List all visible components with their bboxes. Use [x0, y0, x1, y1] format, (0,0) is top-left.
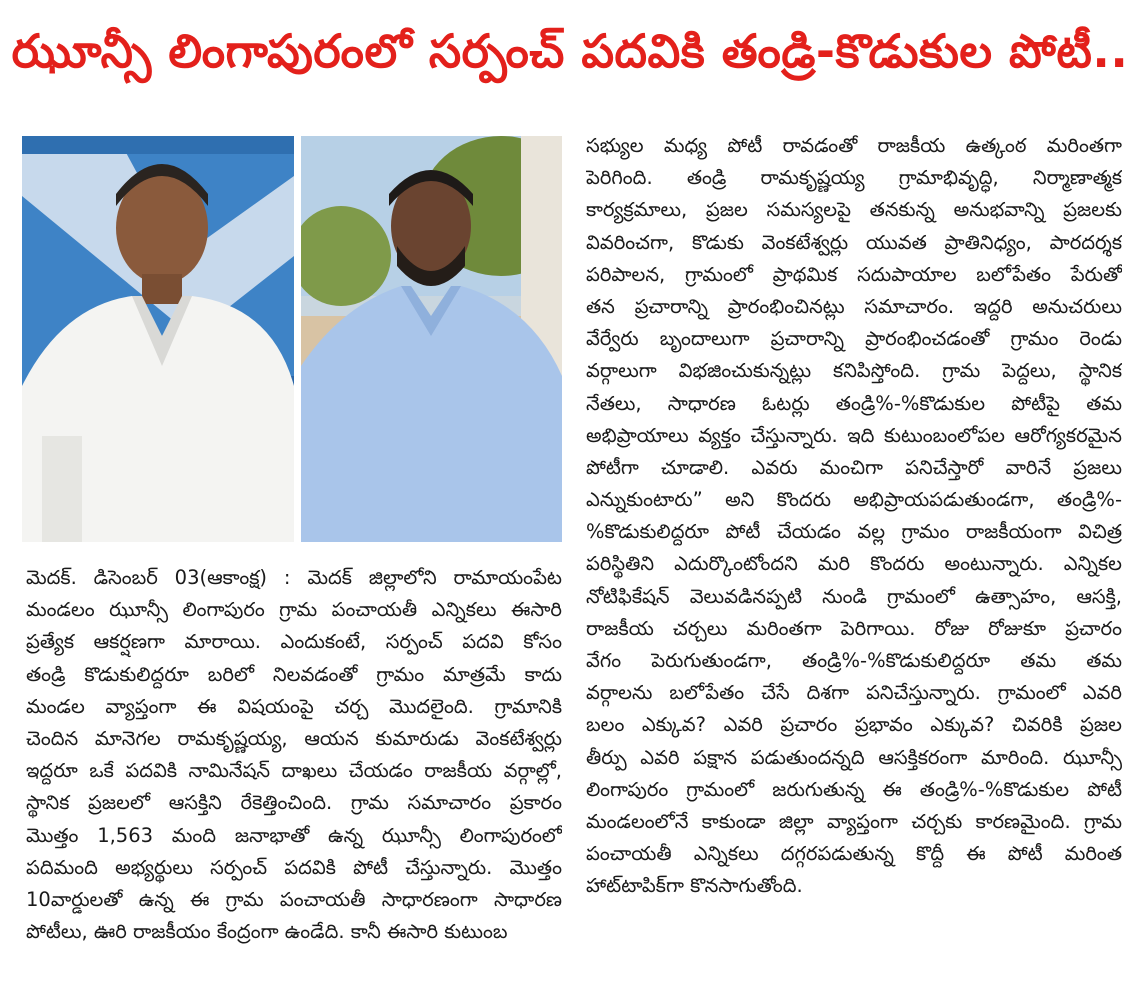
article-line: ప్రత్యేక ఆకర్షణగా మారాయి. ఎందుకంటే, సర్పంచ్ పదవి కోసం	[26, 630, 562, 654]
article-line: మండల వ్యాప్తంగా ఈ విషయంపై చర్చ మొదలైంది. గ్రామానికి	[26, 694, 562, 718]
article-line: తండ్రి కొడుకులిద్దరూ బరిలో నిలవడంతో గ్రామం మాత్రమే కాదు	[26, 662, 562, 686]
article-left-column	[26, 562, 562, 948]
article-line: అభిప్రాయాలు వ్యక్తం చేస్తున్నారు. ఇది కుటుంబంలోపల ఆరోగ్యకరమైన	[586, 423, 1122, 447]
son-photo-image	[301, 136, 562, 542]
article-line: పోటీలు, ఊరి రాజకీయం కేంద్రంగా ఉండేది. కానీ ఈసారి కుటుంబ	[26, 920, 508, 944]
article-line: నేతలు, సాధారణ ఓటర్లు తండ్రి%-%కొడుకుల పోటీపై తమ	[586, 391, 1122, 415]
article-line: పంచాయతీ ఎన్నికలు దగ్గరపడుతున్న కొద్దీ ఈ పోటీ మరింత	[586, 842, 1122, 866]
article-line: వర్గాలుగా విభజించుకున్నట్లు కనిపిస్తోంది. గ్రామ పెద్దలు, స్థానిక	[586, 359, 1122, 383]
article-line: మెదక్. డిసెంబర్ 03(ఆకాంక్ష) : మెదక్ జిల్లాలోని రామాయంపేట	[26, 566, 562, 589]
article-line: రాజకీయ చర్చలు మరింతగా పెరిగాయి. రోజు రోజుకూ ప్రచారం	[586, 616, 1122, 640]
article-line: మొత్తం 1,563 మంది జనాభాతో ఉన్న ఝూన్సీ లింగాపురంలో	[26, 823, 562, 847]
article-line: పోటీగా చూడాలి. ఎవరు మంచిగా పనిచేస్తారో వారినే ప్రజలు	[586, 455, 1122, 479]
son-photo	[301, 136, 562, 542]
article-line: మండలం ఝూన్సీ లింగాపురం గ్రామ పంచాయతీ ఎన్నికలు ఈసారి	[26, 598, 562, 622]
father-photo	[22, 136, 294, 542]
article-line: స్థానిక ప్రజలలో ఆసక్తిని రేకెత్తించింది. గ్రామ సమాచారం ప్రకారం	[26, 791, 562, 815]
article-line: తన ప్రచారాన్ని ప్రారంభించినట్లు సమాచారం. ఇద్దరి అనుచరులు	[586, 294, 1122, 318]
article-line: ఎన్నుకుంటారు” అని కొందరు అభిప్రాయపడుతుండగా, తండ్రి%-	[586, 488, 1122, 512]
father-photo-image	[22, 136, 294, 542]
article-line: కార్యక్రమాలు, ప్రజల సమస్యలపై తనకున్న అనుభవాన్ని ప్రజలకు	[586, 198, 1122, 222]
article-line: వివరించగా, కొడుకు వెంకటేశ్వర్లు యువత ప్రాతినిధ్యం, పారదర్శక	[586, 230, 1122, 254]
photo-pair	[22, 136, 562, 542]
article-line: వేగం పెరుగుతుండగా, తండ్రి%-%కొడుకులిద్దరూ తమ తమ	[586, 649, 1122, 672]
article-line: పరిస్థితిని ఎదుర్కొంటోందని మరి కొందరు అంటున్నారు. ఎన్నికల	[586, 552, 1122, 576]
article-line: పరిపాలన, గ్రామంలో ప్రాథమిక సదుపాయాల బలోపేతం పేరుతో	[586, 262, 1122, 286]
headline: ఝూన్సీ లింగాపురంలో సర్పంచ్ పదవికి తండ్రి-కొడుకుల పోటీ..	[11, 24, 1129, 78]
article-line: సభ్యుల మధ్య పోటీ రావడంతో రాజకీయ ఉత్కంఠ మరింతగా	[586, 134, 1122, 157]
article-line: మండలంలోనే కాకుండా జిల్లా వ్యాప్తంగా చర్చకు కారణమైంది. గ్రామ	[586, 809, 1122, 833]
article-line: బలం ఎక్కువ? ఎవరి ప్రచారం ప్రభావం ఎక్కువ? చివరికి ప్రజల	[586, 713, 1122, 737]
article-line: వేర్వేరు బృందాలుగా ప్రచారాన్ని ప్రారంభించడంతో గ్రామం రెండు	[586, 327, 1122, 351]
article-line: ఇద్దరూ ఒకే పదవికి నామినేషన్ దాఖలు చేయడం రాజకీయ వర్గాల్లో,	[26, 759, 562, 783]
article-line: వర్గాలను బలోపేతం చేసే దిశగా పనిచేస్తున్నారు. గ్రామంలో ఎవరి	[586, 681, 1122, 705]
article-line: చెందిన మానెగల రామకృష్ణయ్య, ఆయన కుమారుడు వెంకటేశ్వర్లు	[26, 726, 562, 750]
article-line: పదిమంది అభ్యర్థులు సర్పంచ్ పదవికి పోటీ చేస్తున్నారు. మొత్తం	[26, 855, 562, 879]
article-right-column	[586, 130, 1122, 903]
article-line: లింగాపురం గ్రామంలో జరుగుతున్న ఈ తండ్రి%-%కొడుకుల పోటీ	[586, 777, 1122, 801]
article-line: %కొడుకులిద్దరూ పోటీ చేయడం వల్ల గ్రామం రాజకీయంగా విచిత్ర	[586, 520, 1122, 544]
article-line: హాట్‌టాపిక్‌గా కొనసాగుతోంది.	[586, 874, 803, 898]
article-line: పెరిగింది. తండ్రి రామకృష్ణయ్య గ్రామాభివృద్ధి, నిర్మాణాత్మక	[586, 166, 1122, 190]
article-line: 10వార్డులతో ఉన్న ఈ గ్రామ పంచాయతీ సాధారణంగా సాధారణ	[26, 887, 562, 911]
article-line: తీర్పు ఎవరి పక్షాన పడుతుందన్నది ఆసక్తికరంగా మారింది. ఝూన్సీ	[586, 745, 1122, 769]
article-line: నోటిఫికేషన్ వెలువడినప్పటి నుండి గ్రామంలో ఉత్సాహం, ఆసక్తి,	[586, 584, 1122, 608]
